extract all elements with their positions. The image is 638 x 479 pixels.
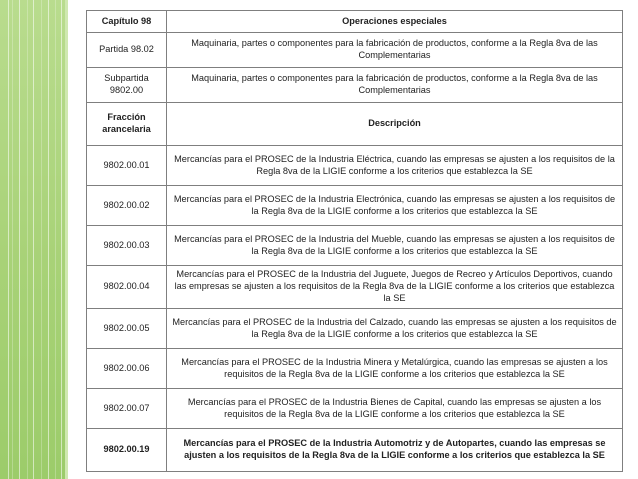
- fraccion-code: 9802.00.03: [87, 226, 167, 266]
- partida-code: Partida 98.02: [87, 33, 167, 68]
- table-row: [87, 349, 623, 389]
- fraccion-code: 9802.00.04: [87, 266, 167, 309]
- fraccion-description: Mercancías para el PROSEC de la Industria del Calzado, cuando las empresas se ajusten a los requisitos de la Regla 8va de la LIGIE conforme a los criterios que establezca la SE: [167, 309, 623, 349]
- fraccion-description: Mercancías para el PROSEC de la Industria Automotriz y de Autopartes, cuando las empresas se ajusten a los requisitos de la Regla 8va de la LIGIE conforme a los criterios que establezca la SE: [167, 429, 623, 472]
- table-row: [87, 226, 623, 266]
- fraccion-code: 9802.00.01: [87, 146, 167, 186]
- subpartida-code: Subpartida 9802.00: [87, 68, 167, 103]
- partida-text: Maquinaria, partes o componentes para la fabricación de productos, conforme a la Regla 8va de las Complementarias: [167, 33, 623, 68]
- fraccion-code: 9802.00.07: [87, 389, 167, 429]
- tariff-table: [86, 10, 623, 472]
- descripcion-header: Descripción: [167, 103, 623, 146]
- subpartida-text: Maquinaria, partes o componentes para la fabricación de productos, conforme a la Regla 8va de las Complementarias: [167, 68, 623, 103]
- fraccion-description: Mercancías para el PROSEC de la Industria Electrónica, cuando las empresas se ajusten a los requisitos de la Regla 8va de la LIGIE conforme a los criterios que establezca la SE: [167, 186, 623, 226]
- table-row: [87, 186, 623, 226]
- table-header-row: [87, 11, 623, 33]
- partida-row: [87, 33, 623, 68]
- table-row: [87, 266, 623, 309]
- table-row: [87, 389, 623, 429]
- table-row: [87, 146, 623, 186]
- fraccion-code: 9802.00.06: [87, 349, 167, 389]
- fraccion-description: Mercancías para el PROSEC de la Industria del Mueble, cuando las empresas se ajusten a los requisitos de la Regla 8va de la LIGIE conforme a los criterios que establezca la SE: [167, 226, 623, 266]
- table-row: [87, 309, 623, 349]
- fraccion-header: Fracción arancelaria: [87, 103, 167, 146]
- subpartida-row: [87, 68, 623, 103]
- fraccion-description: Mercancías para el PROSEC de la Industria Bienes de Capital, cuando las empresas se ajusten a los requisitos de la Regla 8va de la LIGIE conforme a los criterios que establezca la SE: [167, 389, 623, 429]
- fraccion-description: Mercancías para el PROSEC de la Industria Minera y Metalúrgica, cuando las empresas se ajusten a los requisitos de la Regla 8va de la LIGIE conforme a los criterios que establezca la SE: [167, 349, 623, 389]
- fraccion-code: 9802.00.02: [87, 186, 167, 226]
- decorative-sidebar: [0, 0, 68, 479]
- table-row-highlighted: [87, 429, 623, 472]
- fraccion-description: Mercancías para el PROSEC de la Industria Eléctrica, cuando las empresas se ajusten a los requisitos de la Regla 8va de la LIGIE conforme a los criterios que establezca la SE: [167, 146, 623, 186]
- column-header-row: [87, 103, 623, 146]
- fraccion-code: 9802.00.19: [87, 429, 167, 472]
- fraccion-description: Mercancías para el PROSEC de la Industria del Juguete, Juegos de Recreo y Artículos Deportivos, cuando las empresas se ajusten a los requisitos de la Regla 8va de la LIGIE conforme a los criterios que establezca la SE: [167, 266, 623, 309]
- chapter-cell: Capítulo 98: [87, 11, 167, 33]
- fraccion-code: 9802.00.05: [87, 309, 167, 349]
- chapter-title-cell: Operaciones especiales: [167, 11, 623, 33]
